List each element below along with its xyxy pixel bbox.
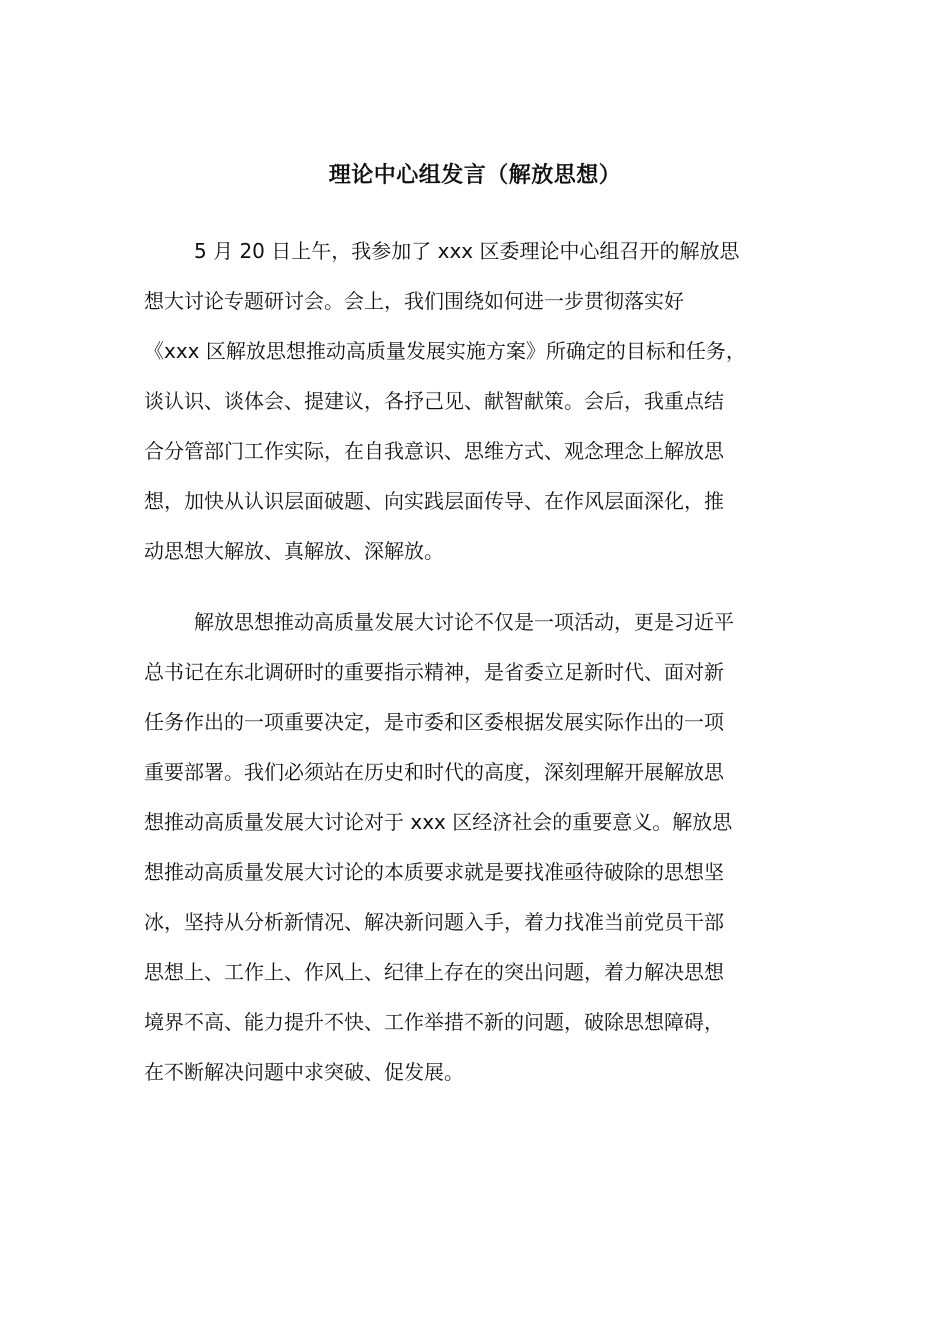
- paragraph-line: 冰，坚持从分析新情况、解决新问题入手，着力找准当前党员干部: [144, 910, 724, 934]
- paragraph-line: 总书记在东北调研时的重要指示精神，是省委立足新时代、面对新: [144, 660, 724, 684]
- document-title: 理论中心组发言（解放思想）: [328, 163, 622, 188]
- paragraph-line: 想推动高质量发展大讨论的本质要求就是要找准亟待破除的思想坚: [144, 860, 724, 884]
- paragraph-line: 《xxx 区解放思想推动高质量发展实施方案》所确定的目标和任务，: [144, 339, 746, 363]
- paragraph-line: 合分管部门工作实际，在自我意识、思维方式、观念理念上解放思: [144, 439, 724, 463]
- paragraph-line: 在不断解决问题中求突破、促发展。: [144, 1060, 464, 1084]
- paragraph-1: [144, 226, 804, 576]
- paragraph-line: 思想上、工作上、作风上、纪律上存在的突出问题，着力解决思想: [144, 960, 724, 984]
- paragraph-line: 动思想大解放、真解放、深解放。: [144, 539, 444, 563]
- paragraph-line: 谈认识、谈体会、提建议，各抒己见、献智献策。会后，我重点结: [144, 389, 724, 413]
- paragraph-2: [144, 597, 804, 1097]
- paragraph-line: 境界不高、能力提升不快、工作举措不新的问题，破除思想障碍，: [144, 1010, 724, 1034]
- paragraph-line: 想大讨论专题研讨会。会上，我们围绕如何进一步贯彻落实好: [144, 289, 684, 313]
- paragraph-line: 想推动高质量发展大讨论对于 xxx 区经济社会的重要意义。解放思: [144, 810, 733, 834]
- paragraph-line: 想，加快从认识层面破题、向实践层面传导、在作风层面深化，推: [144, 489, 724, 513]
- paragraph-line: 重要部署。我们必须站在历史和时代的高度，深刻理解开展解放思: [144, 760, 724, 784]
- paragraph-line: 5 月 20 日上午，我参加了 xxx 区委理论中心组召开的解放思: [194, 239, 740, 263]
- paragraph-line: 解放思想推动高质量发展大讨论不仅是一项活动，更是习近平: [194, 610, 734, 634]
- paragraph-line: 任务作出的一项重要决定，是市委和区委根据发展实际作出的一项: [144, 710, 724, 734]
